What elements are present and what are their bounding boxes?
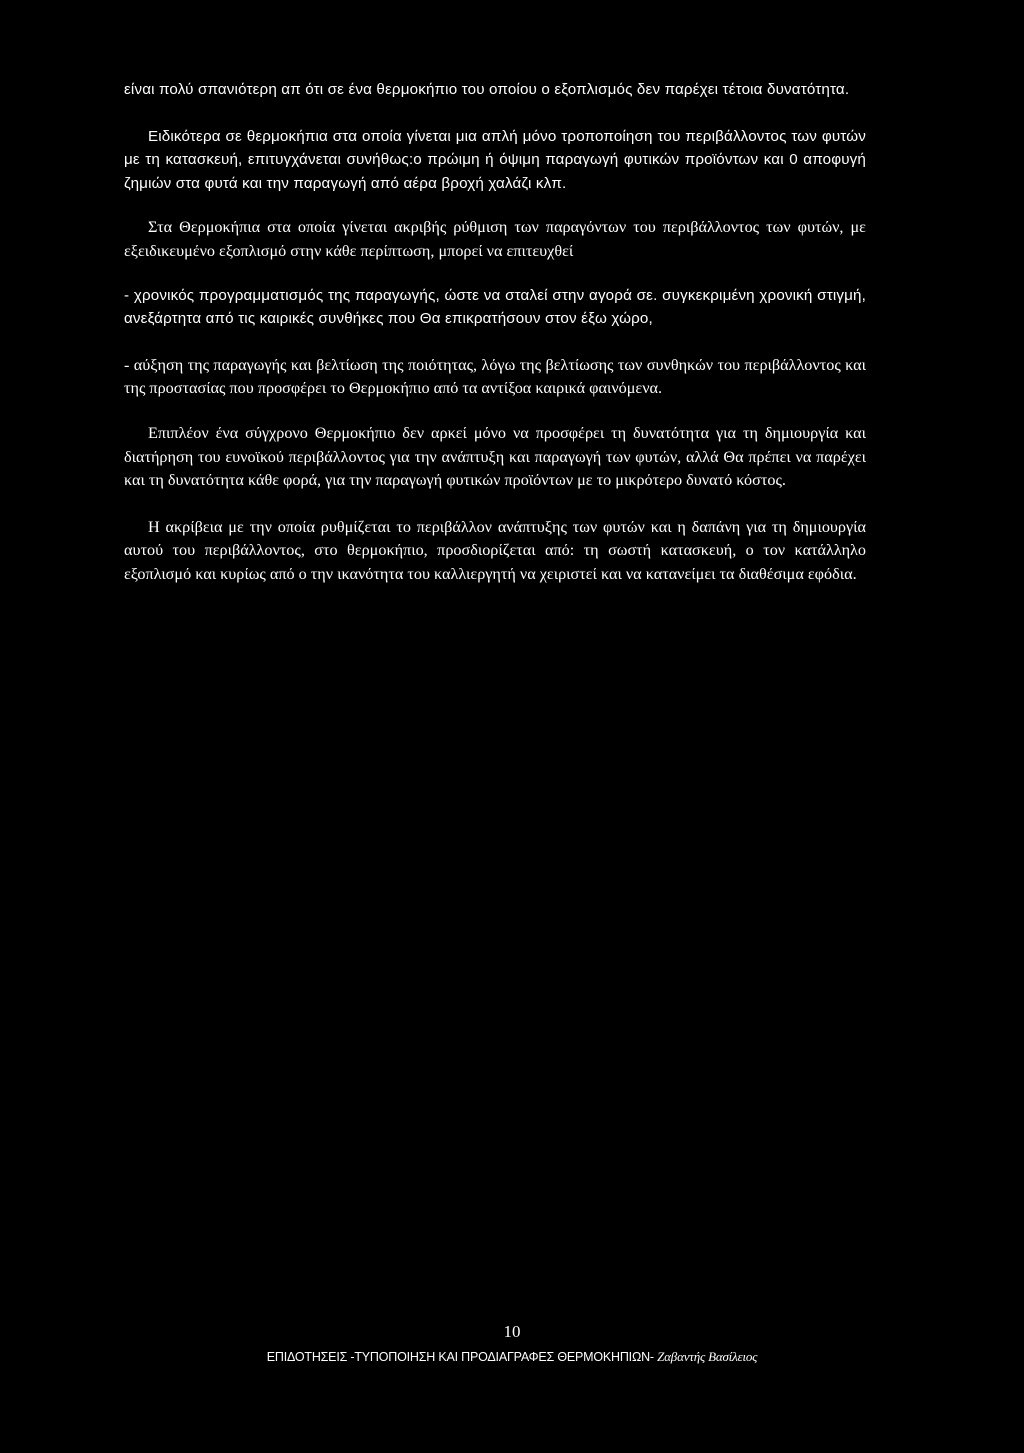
page-number: 10 [503, 1322, 521, 1341]
paragraph-continuation: είναι πολύ σπανιότερη απ ότι σε ένα θερμοκήπιο του οποίου ο εξοπλισμός δεν παρέχει τέτοια δυνατότητα. [124, 81, 850, 98]
document-body [124, 78, 866, 587]
list-item-production-increase: - αύξηση της παραγωγής και βελτίωση της ποιότητας, λόγω της βελτίωσης των συνθηκών του περιβάλλοντος και της προστασίας που προσφέρει το Θερμοκήπιο από τα αντίξοα καιρικά φαινόμενα. [124, 355, 866, 398]
page-footer [0, 1349, 1024, 1365]
footer-title: ΕΠΙΔΟΤΗΣΕΙΣ -ΤΥΠΟΠΟΙΗΣΗ ΚΑΙ ΠΡΟΔΙΑΓΡΑΦΕΣ ΘΕΡΜΟΚΗΠΙΩΝ- [266, 1350, 658, 1364]
paragraph-modern-greenhouse: Επιπλέον ένα σύγχρονο Θερμοκήπιο δεν αρκεί μόνο να προσφέρει τη δυνατότητα για τη δημιουργία και διατήρηση του ευνοϊκού περιβάλλοντος για την ανάπτυξη και παραγωγή των φυτών, αλλά Θα πρέπει να παρέχει και τη δυνατότητα κάθε φορά, για την παραγωγή φυτικών προϊόντων με το μικρότερο δυνατό κόστος. [124, 423, 866, 490]
paragraph-simple-greenhouses: Ειδικότερα σε θερμοκήπια στα οποία γίνεται μια απλή μόνο τροποποίηση του περιβάλλοντος των φυτών με τη κατασκευή, επιτυγχάνεται συνήθως:ο πρώιμη ή όψιμη παραγωγή φυτικών προϊόντων και 0 αποφυγή ζημιών στα φυτά και την παραγωγή από αέρα βροχή χαλάζι κλπ. [124, 127, 866, 192]
paragraph-accuracy: Η ακρίβεια με την οποία ρυθμίζεται το περιβάλλον ανάπτυξης των φυτών και η δαπάνη για τη δημιουργία αυτού του περιβάλλοντος, στο θερμοκήπιο, προσδιορίζεται από: τη σωστή κατασκευή, ο τον κατάλληλο εξοπλισμό και κυρίως από ο την ικανότητα του καλλιεργητή να χειριστεί και να κατανείμει τα διαθέσιμα εφόδια. [124, 517, 866, 583]
paragraph-precise-control: Στα Θερμοκήπια στα οποία γίνεται ακριβής ρύθμιση των παραγόντων του περιβάλλοντος των φυτών, με εξειδικευμένο εξοπλισμό στην κάθε περίπτωση, μπορεί να επιτευχθεί [124, 218, 866, 260]
list-item-scheduling: - χρονικός προγραμματισμός της παραγωγής, ώστε να σταλεί στην αγορά σε. συγκεκριμένη χρονική στιγμή, ανεξάρτητα από τις καιρικές συνθήκες που Θα επικρατήσουν στον έξω χώρο, [124, 286, 866, 328]
footer-author: Ζαβαντής Βασίλειος [657, 1349, 758, 1364]
